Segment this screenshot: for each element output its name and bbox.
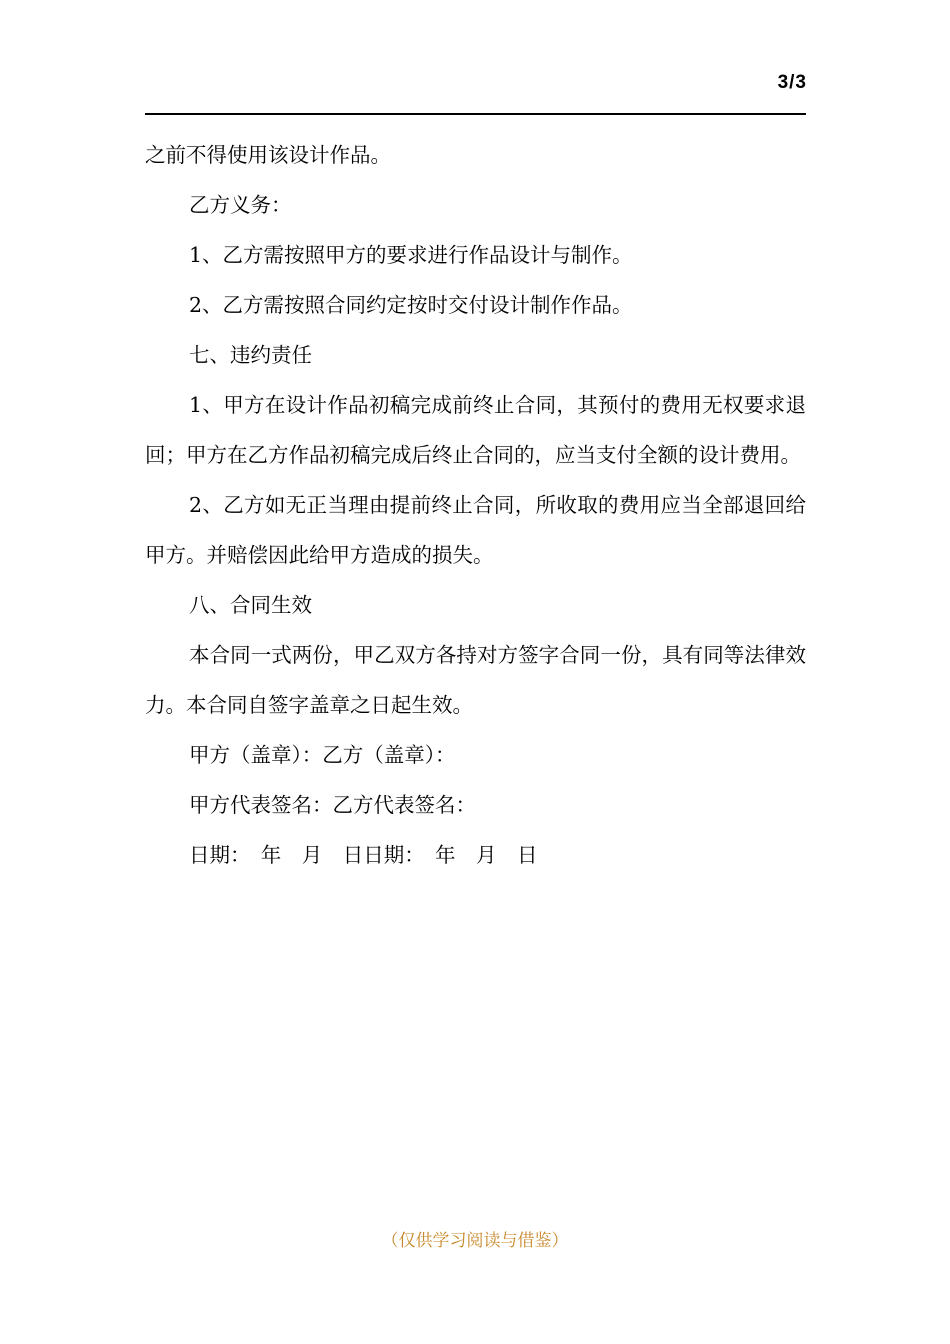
effectiveness-clause: 本合同一式两份，甲乙双方各持对方签字合同一份，具有同等法律效力。本合同自签字盖章之日起生效。: [145, 643, 806, 717]
date-line: 日期： 年 月 日日期： 年 月 日: [189, 843, 538, 867]
party-b-obligation-1: 1、乙方需按照甲方的要求进行作品设计与制作。: [189, 243, 633, 267]
page-number: 3/3: [777, 72, 807, 93]
section-heading-effectiveness: 八、合同生效: [189, 593, 312, 617]
header-rule: [145, 113, 806, 115]
party-b-obligations-heading: 乙方义务：: [189, 193, 292, 217]
section-heading-breach: 七、违约责任: [189, 343, 312, 367]
document-body: [145, 130, 806, 880]
breach-clause-2: 2、乙方如无正当理由提前终止合同，所收取的费用应当全部退回给甲方。并赔偿因此给甲方造成的损失。: [145, 493, 806, 567]
paragraph-continuation: 之前不得使用该设计作品。: [145, 143, 391, 167]
seal-line: 甲方（盖章）：乙方（盖章）：: [189, 743, 456, 767]
signature-line: 甲方代表签名：乙方代表签名：: [189, 793, 476, 817]
party-b-obligation-2: 2、乙方需按照合同约定按时交付设计制作作品。: [189, 293, 633, 317]
footer-note: （仅供学习阅读与借鉴）: [381, 1231, 569, 1251]
breach-clause-1: 1、甲方在设计作品初稿完成前终止合同，其预付的费用无权要求退回；甲方在乙方作品初稿完成后终止合同的，应当支付全额的设计费用。: [145, 393, 806, 467]
